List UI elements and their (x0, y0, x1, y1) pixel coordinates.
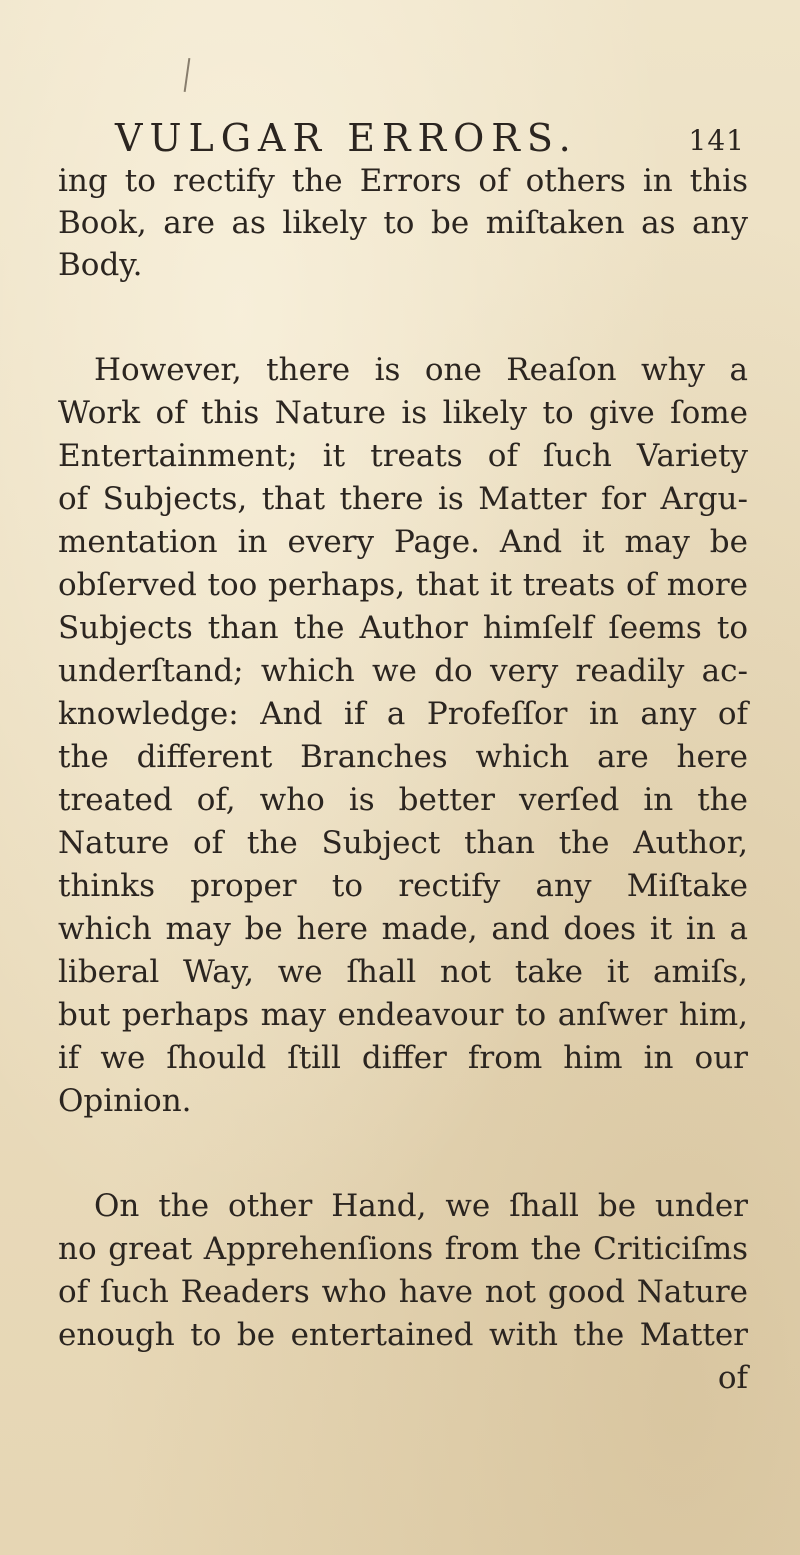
text-line: liberal Way, we ſhall not take it amiſs, (58, 954, 748, 990)
text-line: Opinion. (58, 1083, 192, 1119)
text-line: enough to be entertained with the Matter (58, 1317, 748, 1353)
catchword: of (717, 1360, 748, 1396)
text-line: the different Branches which are here (58, 739, 748, 775)
text-line: of Subjects, that there is Matter for Argu- (58, 481, 748, 517)
text-line: mentation in every Page. And it may be (58, 524, 748, 560)
running-head (115, 118, 745, 158)
text-line: no great Apprehenſions from the Criticiſms (58, 1231, 748, 1267)
ink-mark (184, 58, 191, 92)
text-line: of ſuch Readers who have not good Nature (58, 1274, 748, 1310)
text-line: but perhaps may endeavour to anſwer him, (58, 997, 748, 1033)
text-line: underſtand; which we do very readily ac- (58, 653, 748, 689)
text-line: treated of, who is better verſed in the (58, 782, 748, 818)
page-number: 141 (688, 124, 745, 157)
text-line: Body. (58, 247, 143, 283)
text-line: which may be here made, and does it in a (58, 911, 748, 947)
text-line: However, there is one Reaſon why a (94, 352, 748, 388)
text-line: Book, are as likely to be miſtaken as any (58, 205, 748, 241)
text-line: thinks proper to rectify any Miſtake (58, 868, 748, 904)
text-line: Nature of the Subject than the Author, (58, 825, 748, 861)
text-line: if we ſhould ſtill differ from him in our (58, 1040, 748, 1076)
text-line: Entertainment; it treats of ſuch Variety (58, 438, 748, 474)
running-title: VULGAR ERRORS. (115, 116, 578, 160)
text-line: Subjects than the Author himſelf ſeems to (58, 610, 748, 646)
text-line: knowledge: And if a Profeſſor in any of (58, 696, 748, 732)
text-line: ing to rectify the Errors of others in this (58, 163, 748, 199)
text-line: obſerved too perhaps, that it treats of more (58, 567, 748, 603)
text-line: On the other Hand, we ſhall be under (94, 1188, 748, 1224)
text-line: Work of this Nature is likely to give ſome (58, 395, 748, 431)
